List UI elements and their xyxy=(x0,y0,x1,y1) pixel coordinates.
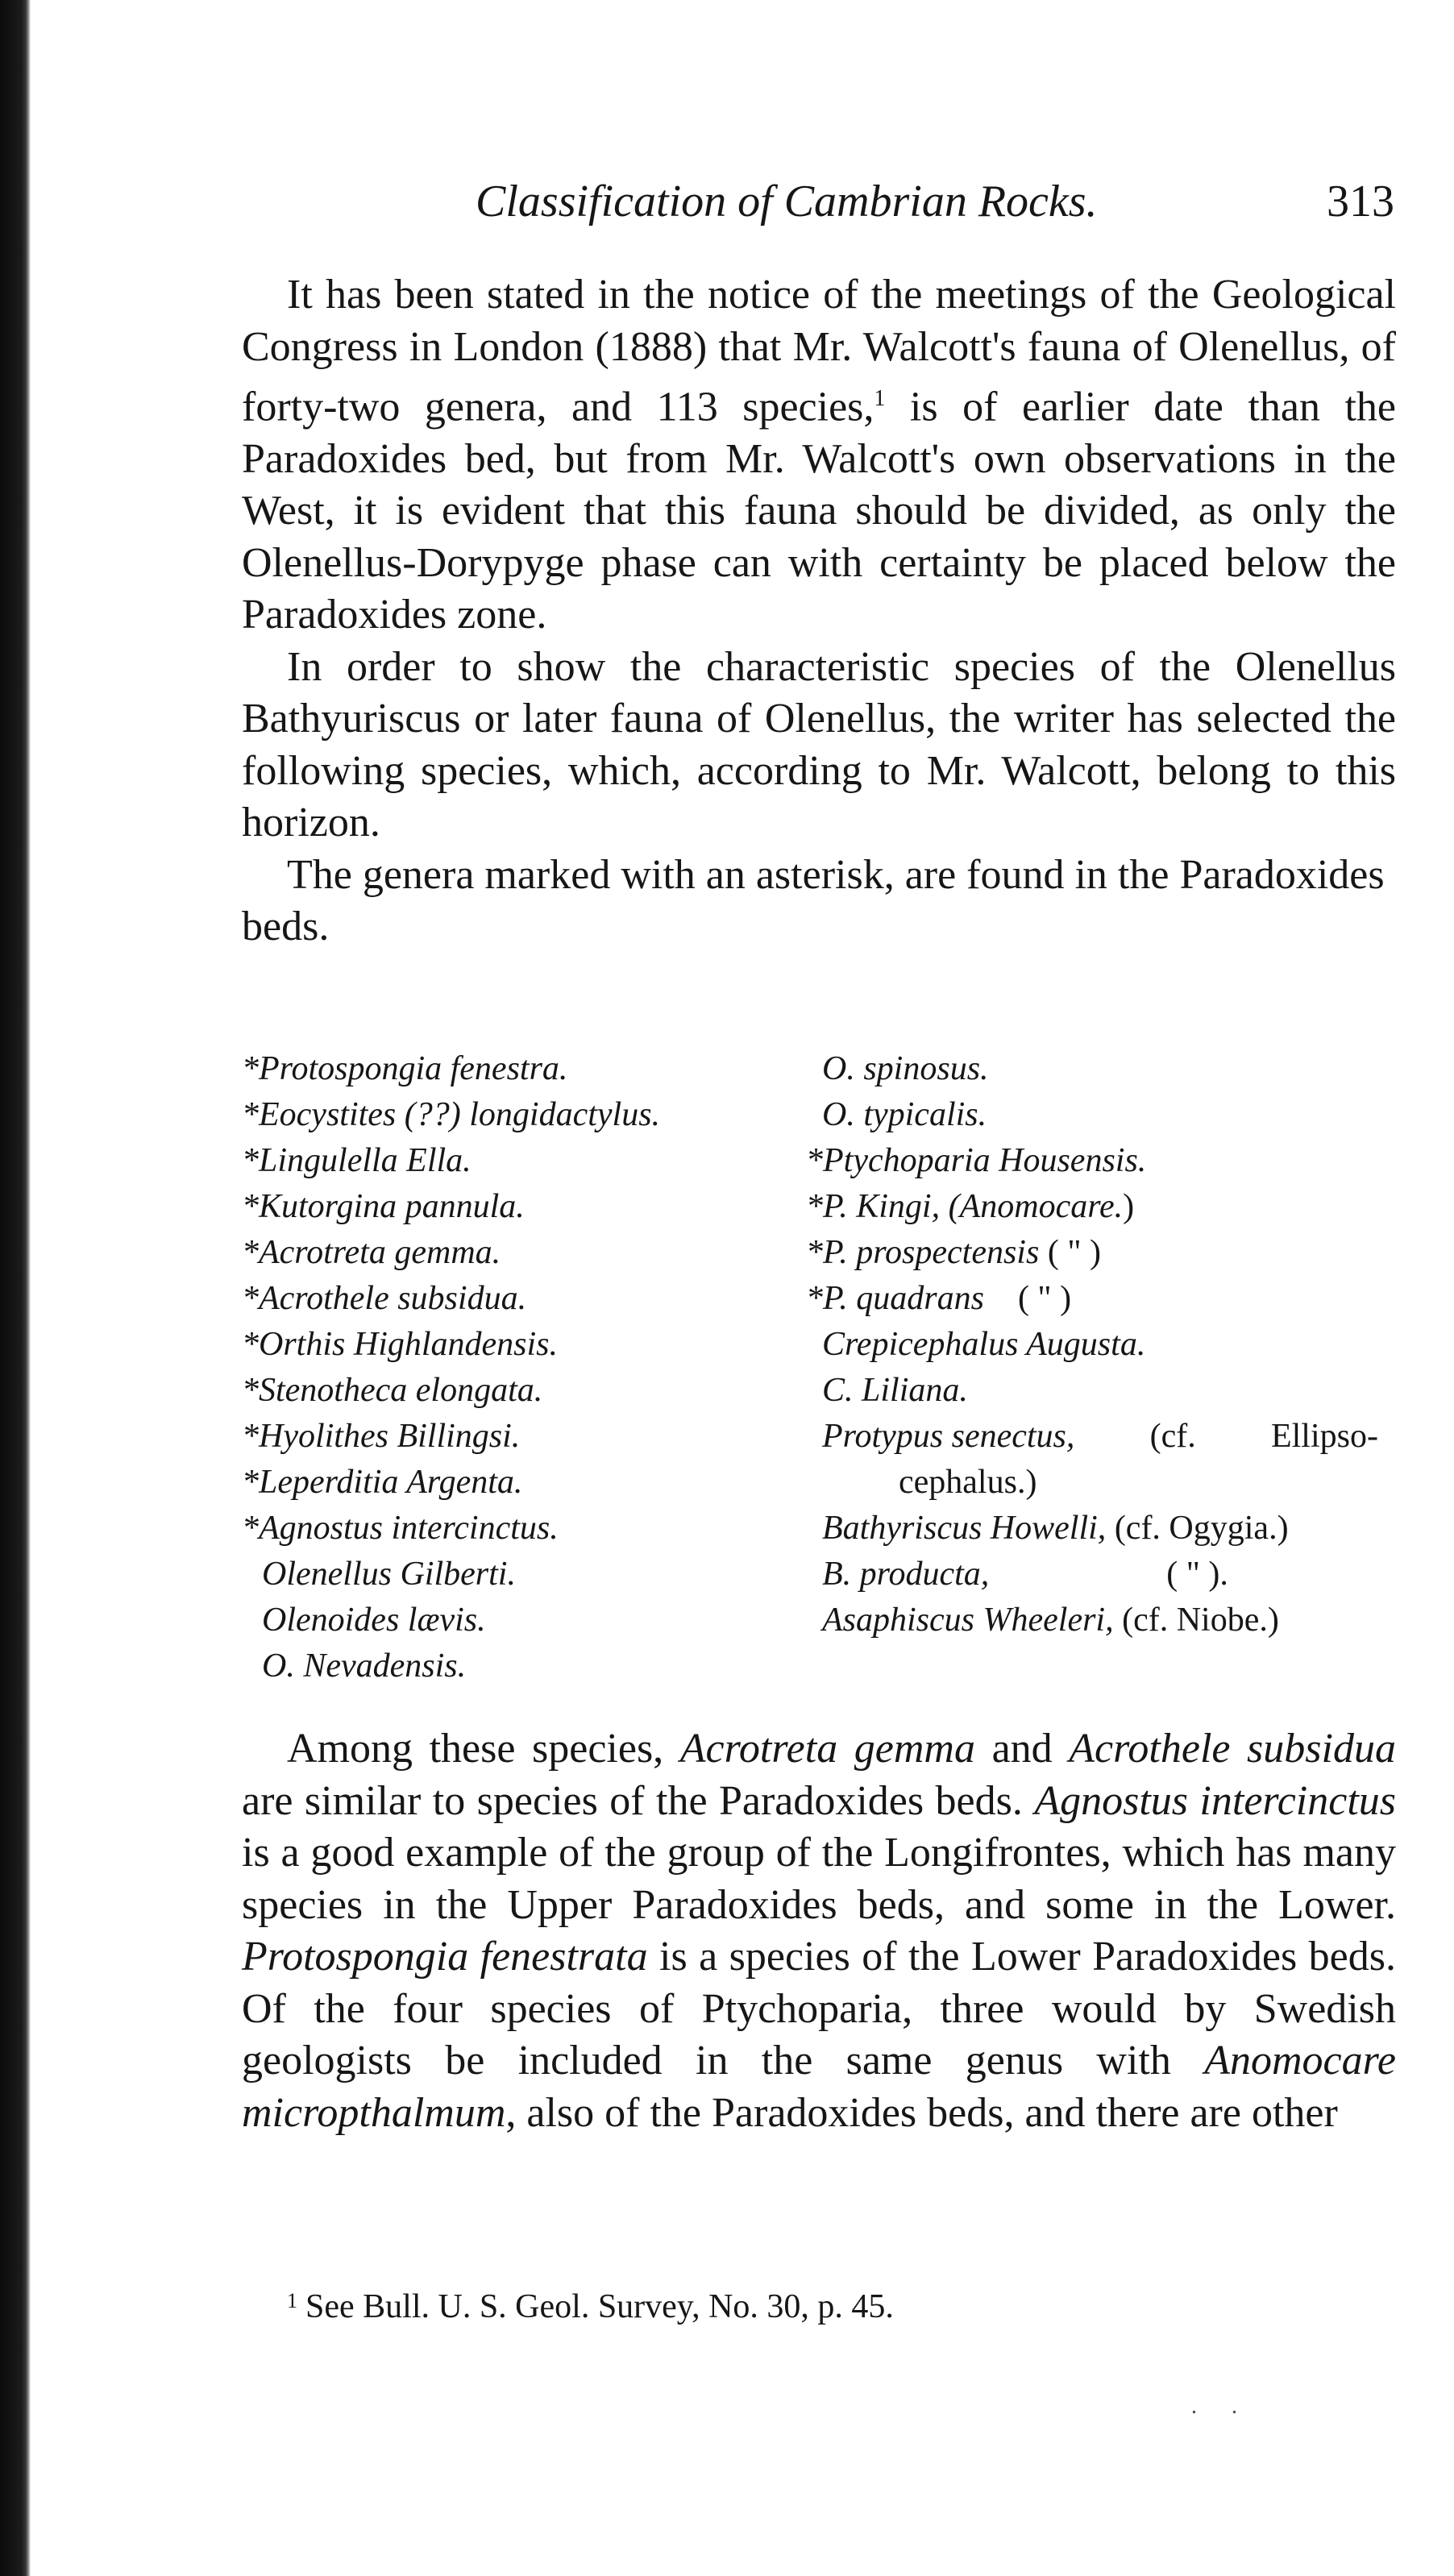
intro-text xyxy=(242,269,1396,954)
species-item: *Lingulella Ella. xyxy=(242,1142,472,1179)
running-title: Classification of Cambrian Rocks. xyxy=(476,177,1098,226)
species-item: *Agnostus intercinctus. xyxy=(242,1510,559,1547)
species-item: *Protospongia fenestra. xyxy=(242,1050,568,1087)
species-item: *Acrotreta gemma. xyxy=(242,1234,501,1271)
species-item: Crepicephalus Augusta. xyxy=(822,1326,1146,1363)
discussion-paragraph: Among these species, Acrotreta gemma and Acrothele subsidua are similar to species of the Paradoxides beds. Agnostus intercinctus is a good example of the group of the Longifrontes, which has many species in the Upper Paradoxides beds, and some in the Lower. Protospongia fenestrata is a species of the Lower Paradoxides beds. Of the four species of Ptychoparia, three would by Swedish geologists be included in the same genus with Anomocare micropthalmum, also of the Paradoxides beds, and there are other xyxy=(242,1726,1397,2136)
species-item: Protypus senectus, (cf. Ellipso- xyxy=(822,1418,1378,1455)
footnote-text: See Bull. U. S. Geol. Survey, No. 30, p. 45. xyxy=(305,2288,894,2325)
species-item: Olenoides lævis. xyxy=(262,1602,486,1639)
species-item: *Kutorgina pannula. xyxy=(242,1188,525,1225)
species-item: O. Nevadensis. xyxy=(262,1647,467,1685)
species-item: Bathyriscus Howelli, (cf. Ogygia.) xyxy=(822,1510,1289,1547)
footnote-mark: 1 xyxy=(287,2289,297,2312)
discussion-text xyxy=(242,1723,1396,2139)
species-item: *Orthis Highlandensis. xyxy=(242,1326,559,1363)
species-list xyxy=(242,1046,1396,1683)
species-item: *Leperditia Argenta. xyxy=(242,1464,523,1501)
species-item: *P. Kingi, (Anomocare.) xyxy=(806,1188,1135,1225)
binding-edge-shadow xyxy=(0,0,31,2576)
intro-paragraph-3: The genera marked with an asterisk, are found in the Paradoxides beds. xyxy=(242,851,1385,950)
species-item: *Ptychoparia Housensis. xyxy=(806,1142,1147,1179)
species-column-left xyxy=(242,1046,806,1689)
species-item: *P. prospectensis ( " ) xyxy=(806,1234,1101,1271)
species-item: Asaphiscus Wheeleri, (cf. Niobe.) xyxy=(822,1602,1279,1639)
species-item: *Acrothele subsidua. xyxy=(242,1280,527,1317)
species-item: *Eocystites (??) longidactylus. xyxy=(242,1096,661,1133)
footnote xyxy=(287,2287,894,2326)
species-item: Olenellus Gilberti. xyxy=(262,1556,516,1593)
intro-paragraph-2: In order to show the characteristic species of the Olenellus Bathyuriscus or later fauna of Olenellus, the writer has selected the following species, which, according to Mr. Walcott, belong to this horizon. xyxy=(242,643,1396,846)
footnote-reference: 1 xyxy=(874,386,886,411)
species-column-right xyxy=(806,1046,1396,1643)
species-item: *P. quadrans ( " ) xyxy=(806,1280,1072,1317)
intro-paragraph-1: It has been stated in the notice of the meetings of the Geological Congress in London (1888) that Mr. Walcott's fauna of Olenellus, of forty-two genera, and 113 species,$^1$ is of earlier date than the Paradoxides bed, but from Mr. Walcott's own observations in the West, it is evident that this fauna should be divided, as only the Olenellus-Dorypyge phase can with certainty be placed below the Paradoxides zone. xyxy=(242,272,1396,638)
page-number: 313 xyxy=(1327,177,1394,226)
species-item: *Stenotheca elongata. xyxy=(242,1372,543,1409)
species-item: C. Liliana. xyxy=(822,1372,968,1409)
species-item: B. producta, ( " ). xyxy=(822,1556,1228,1593)
species-item: O. typicalis. xyxy=(822,1096,987,1133)
running-header xyxy=(451,176,1394,240)
species-item: O. spinosus. xyxy=(822,1050,989,1087)
species-item-continuation: cephalus.) xyxy=(899,1464,1037,1501)
species-item: *Hyolithes Billingsi. xyxy=(242,1418,521,1455)
print-specks: . . xyxy=(1191,2394,1252,2419)
